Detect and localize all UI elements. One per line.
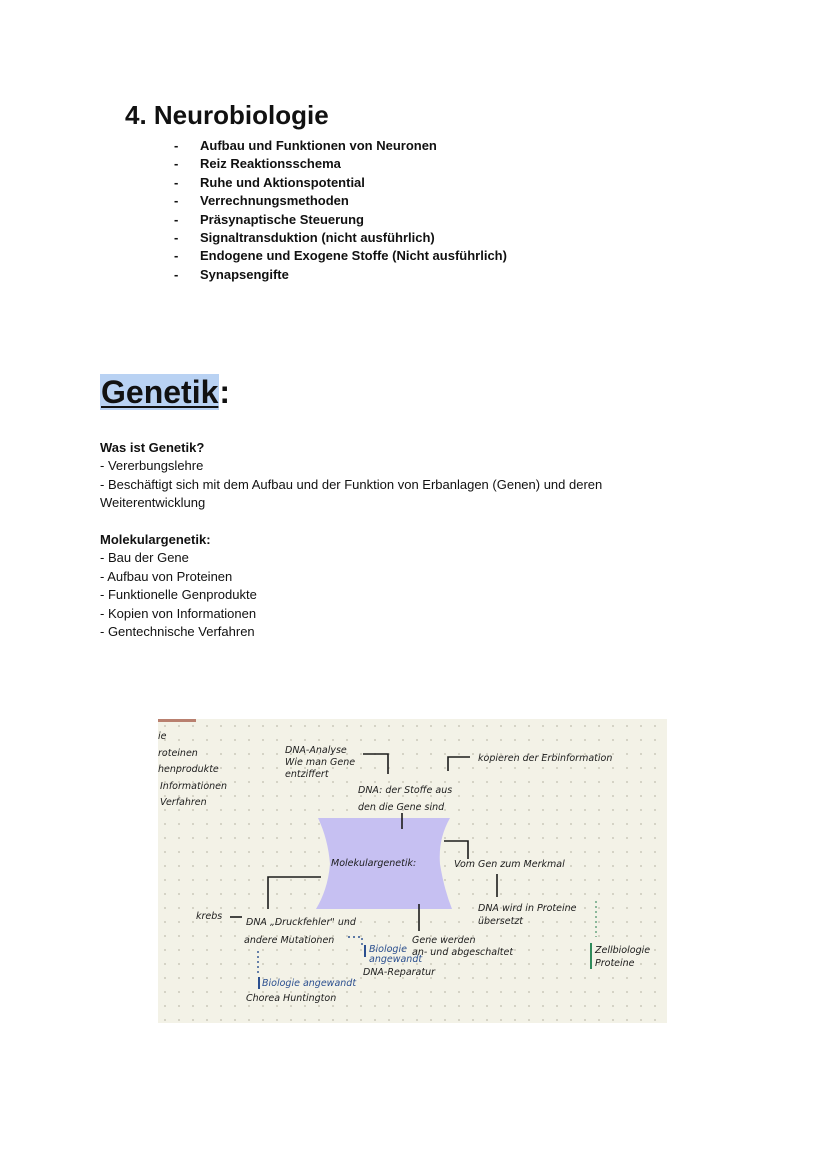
text-line: - Kopien von Informationen — [100, 605, 257, 621]
note-dna-reparatur: DNA-Reparatur — [363, 967, 436, 978]
section-title-genetik — [100, 374, 230, 411]
list-item-text: Endogene und Exogene Stoffe (Nicht ausführlich) — [200, 248, 507, 264]
note-druckfehler: DNA „Druckfehler" und — [246, 917, 356, 928]
photo-edge — [158, 719, 196, 722]
center-label: Molekulargenetik: — [331, 858, 417, 869]
text-line: - Vererbungslehre — [100, 458, 204, 474]
text-line: Weiterentwicklung — [100, 495, 206, 511]
list-item — [174, 174, 507, 192]
note-biologie-angewandt: angewandt — [369, 954, 423, 965]
left-cut-text: roteinen — [158, 748, 198, 759]
note-kopieren: kopieren der Erbinformation — [478, 753, 613, 764]
left-cut-text: Informationen — [160, 781, 228, 792]
note-dna-proteine: DNA wird in Proteine — [478, 903, 577, 914]
connector — [444, 841, 468, 859]
note-chorea: Chorea Huntington — [246, 993, 337, 1004]
dash: - — [174, 138, 179, 153]
note-gen-merkmal: Vom Gen zum Merkmal — [454, 859, 565, 870]
dash: - — [174, 266, 179, 282]
subheading: Molekulargenetik: — [100, 532, 211, 547]
dash: - — [174, 156, 179, 172]
note-biologie-angewandt: Biologie — [369, 944, 407, 955]
note-zellbiologie: Proteine — [595, 958, 635, 969]
left-cut-text: henprodukte — [158, 764, 219, 775]
note-krebs: krebs — [196, 911, 223, 922]
list-item-text: Aufbau und Funktionen von Neuronen — [200, 138, 437, 153]
dotted-connector — [348, 937, 362, 947]
note-druckfehler: andere Mutationen — [244, 935, 335, 946]
connector — [268, 877, 321, 909]
left-cut-text: ie — [158, 731, 167, 742]
list-item-text: Signaltransduktion (nicht ausführlich) — [200, 229, 435, 245]
note-dna-proteine: übersetzt — [478, 916, 524, 927]
list-item-text: Ruhe und Aktionspotential — [200, 174, 365, 190]
note-dna-analyse: DNA-Analyse — [285, 745, 347, 756]
note-biologie-angewandt-2: Biologie angewandt — [262, 978, 357, 989]
highlighted-title: Genetik — [101, 374, 219, 410]
list-item-text: Reiz Reaktionsschema — [200, 156, 341, 172]
handwritten-mindmap-photo — [158, 719, 667, 1023]
list-item — [174, 155, 507, 173]
question-heading: Was ist Genetik? — [100, 440, 205, 455]
note-gene-schalten: an- und abgeschaltet — [412, 947, 514, 958]
text-line: - Bau der Gene — [100, 550, 189, 566]
genetik-definition — [100, 439, 602, 513]
note-dna-stoffe: den die Gene sind — [358, 802, 445, 813]
left-cut-text: Verfahren — [160, 797, 207, 808]
mindmap-sketch — [158, 719, 667, 1023]
list-item — [174, 137, 507, 155]
list-item — [174, 192, 507, 210]
dash: - — [174, 248, 179, 264]
text-line: - Beschäftigt sich mit dem Aufbau und der Funktion von Erbanlagen (Genen) und deren — [100, 476, 603, 492]
list-item-text: Präsynaptische Steuerung — [200, 211, 364, 227]
note-zellbiologie: Zellbiologie — [595, 945, 651, 956]
molekulargenetik-block — [100, 531, 257, 641]
list-item — [174, 266, 507, 284]
note-dna-stoffe: DNA: der Stoffe aus — [358, 785, 453, 796]
section-title-neurobiologie: 4. Neurobiologie — [125, 100, 329, 130]
title-colon: : — [219, 374, 231, 410]
list-item — [174, 211, 507, 229]
note-gene-schalten: Gene werden — [412, 935, 476, 946]
connector — [448, 757, 470, 771]
connector — [363, 754, 388, 774]
dash: - — [174, 174, 179, 190]
text-line: - Aufbau von Proteinen — [100, 568, 233, 584]
text-line: - Gentechnische Verfahren — [100, 624, 255, 640]
neuro-topic-list — [174, 137, 507, 284]
list-item — [174, 247, 507, 265]
note-dna-analyse: entziffert — [285, 769, 329, 780]
note-dna-analyse: Wie man Gene — [285, 757, 356, 768]
list-item-text: Verrechnungsmethoden — [200, 193, 349, 209]
text-line: - Funktionelle Genprodukte — [100, 587, 257, 603]
list-item — [174, 229, 507, 247]
dash: - — [174, 193, 179, 209]
dash: - — [174, 211, 179, 227]
dash: - — [174, 229, 179, 245]
list-item-text: Synapsengifte — [200, 266, 289, 282]
